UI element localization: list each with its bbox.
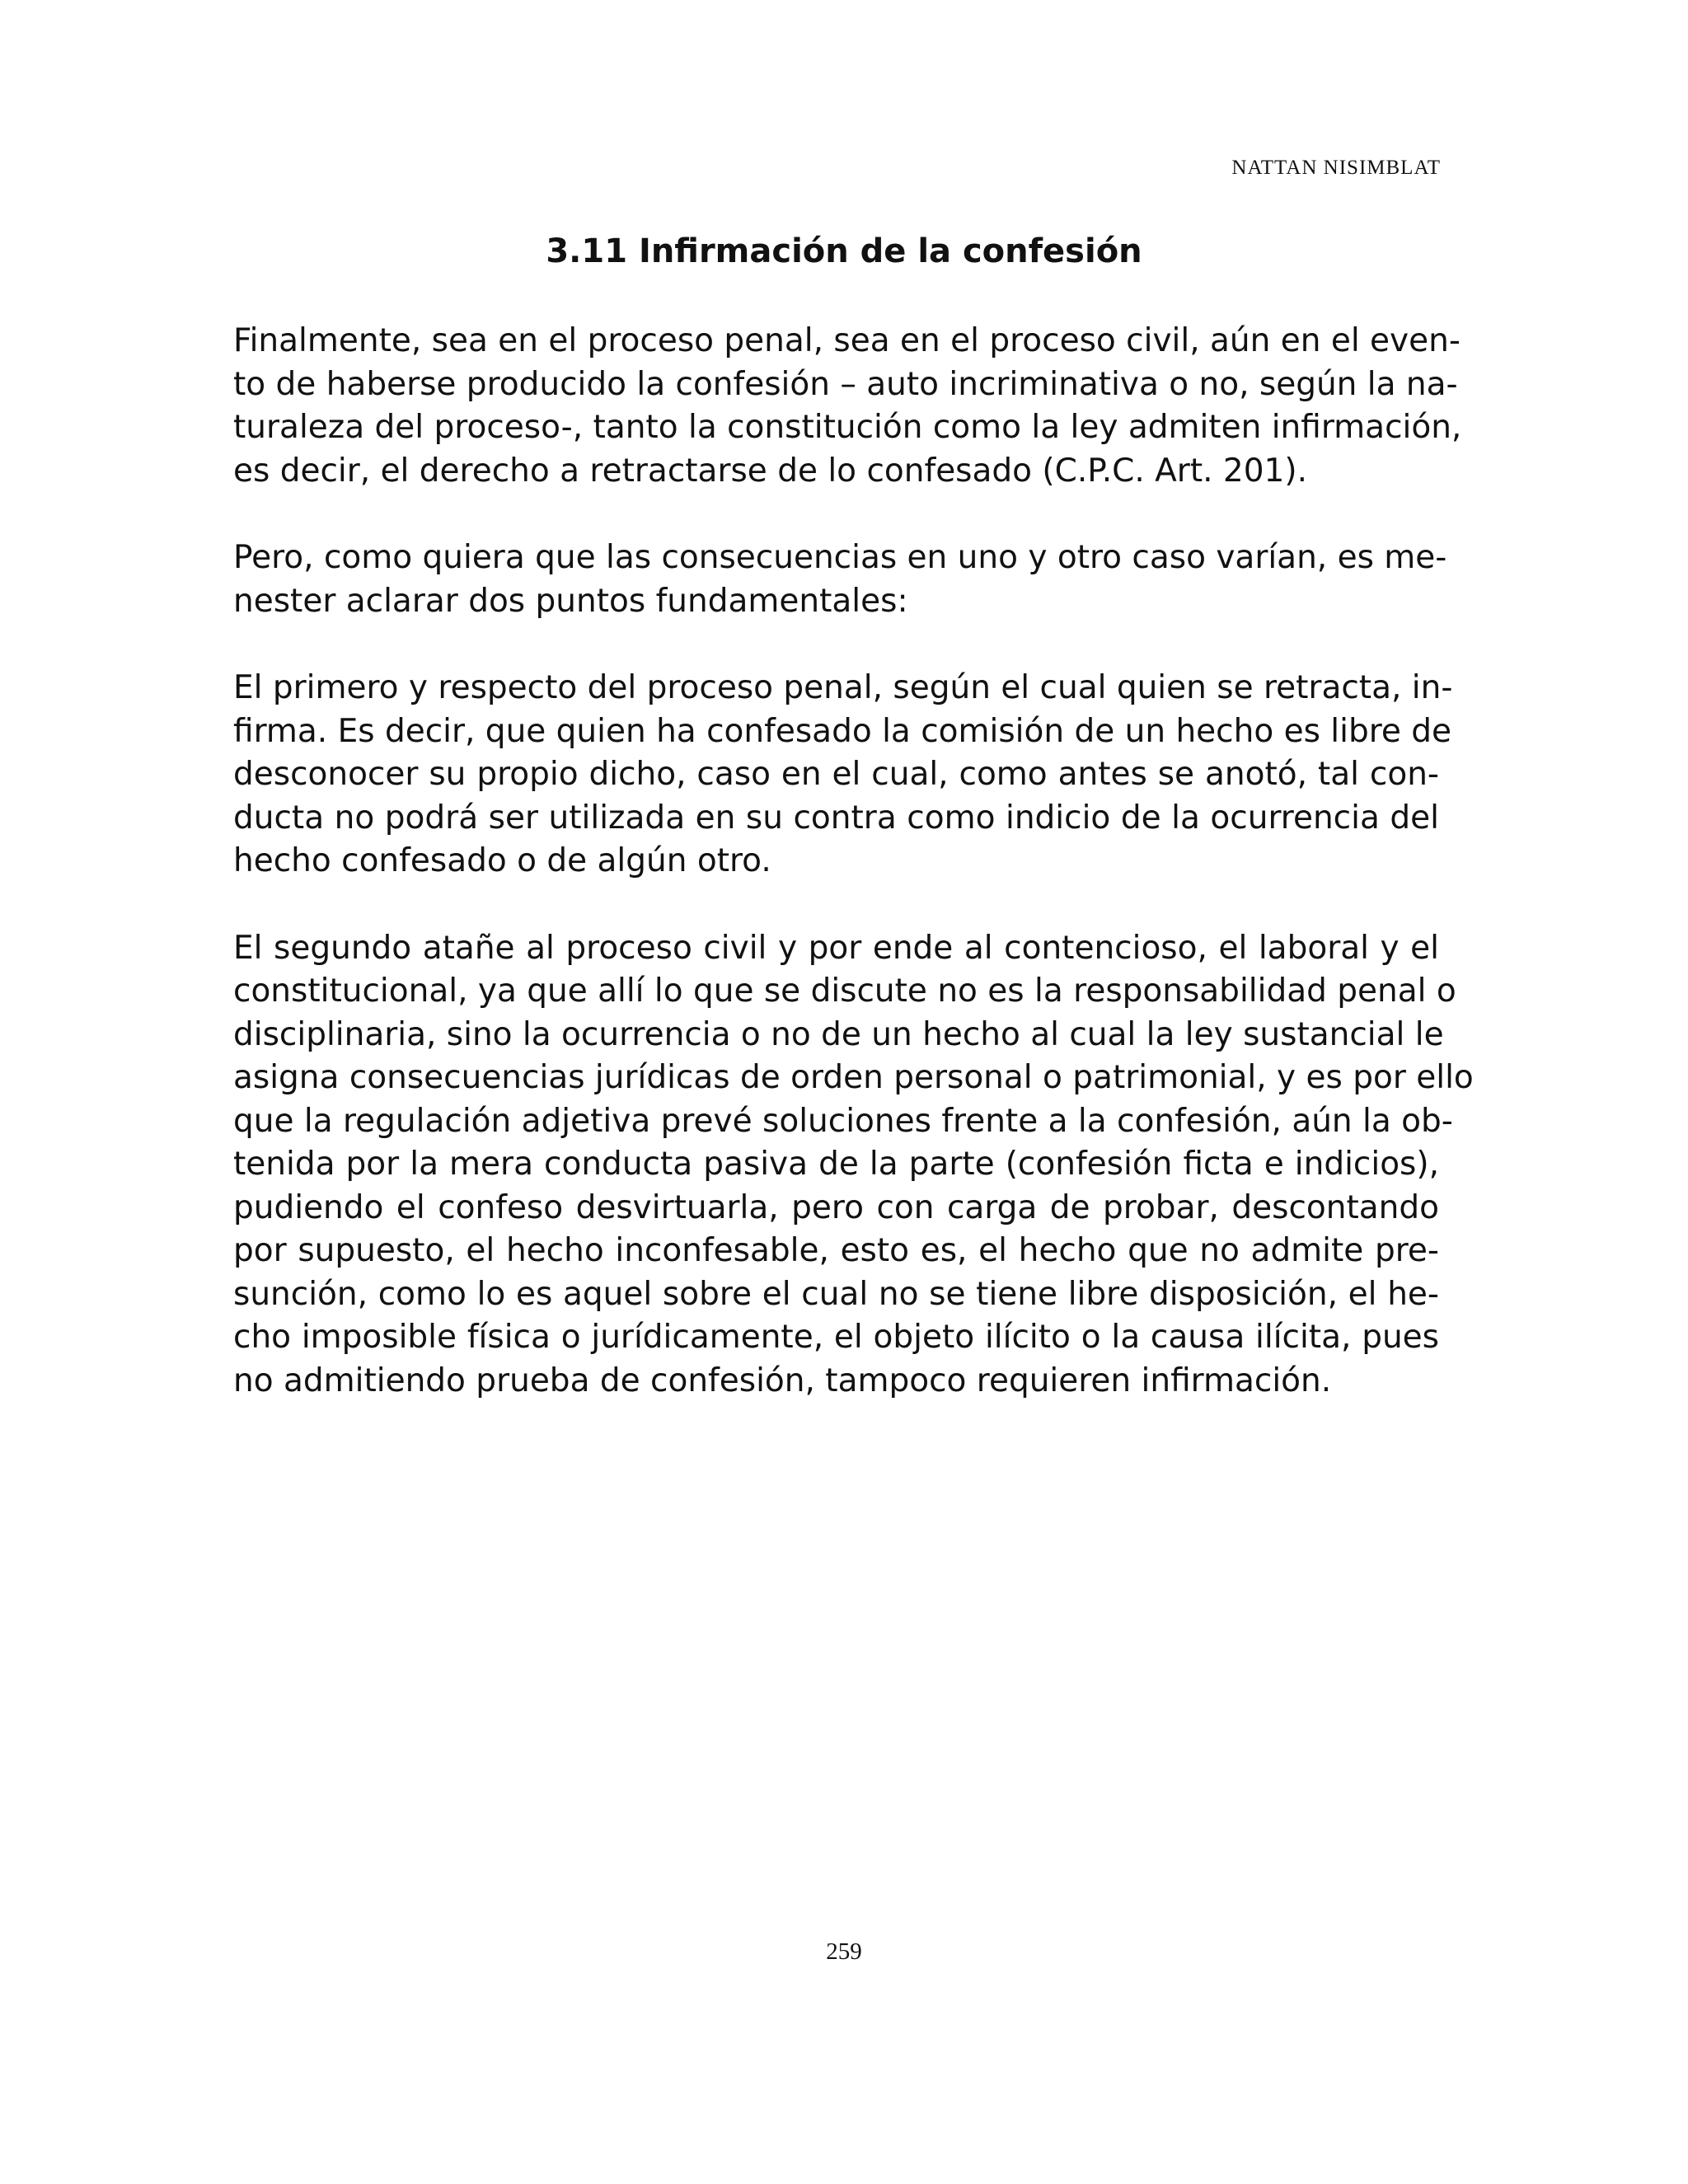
paragraph-line: tenida por la mera conducta pasiva de la parte (confesión ficta e indicios), <box>233 1146 1439 1183</box>
paragraph-1 <box>233 320 1462 493</box>
paragraph-line: es decir, el derecho a retractarse de lo confesado (C.P.C. Art. 201). <box>233 452 1307 490</box>
paragraph-line: no admitiendo prueba de confesión, tampoco requieren infirmación. <box>233 1361 1332 1399</box>
paragraph-line: ducta no podrá ser utilizada en su contra como indicio de la ocurrencia del <box>233 799 1439 837</box>
paragraph-4 <box>233 927 1474 1404</box>
paragraph-line: por supuesto, el hecho inconfesable, esto es, el hecho que no admite pre- <box>233 1232 1439 1269</box>
paragraph-line: disciplinaria, sino la ocurrencia o no de un hecho al cual la ley sustancial le <box>233 1015 1444 1053</box>
paragraph-line: turaleza del proceso-, tanto la constitución como la ley admiten infirmación, <box>233 409 1462 446</box>
paragraph-line: Pero, como quiera que las consecuencias en uno y otro caso varían, es me- <box>233 539 1447 576</box>
paragraph-3 <box>233 667 1453 883</box>
paragraph-line: Finalmente, sea en el proceso penal, sea en el proceso civil, aún en el even- <box>233 322 1461 359</box>
paragraph-line: desconocer su propio dicho, caso en el cual, como antes se anotó, tal con- <box>233 756 1439 793</box>
paragraph-line: sunción, como lo es aquel sobre el cual no se tiene libre disposición, el he- <box>233 1275 1439 1313</box>
paragraph-line: nester aclarar dos puntos fundamentales: <box>233 582 908 620</box>
paragraph-line: hecho confesado o de algún otro. <box>233 842 771 879</box>
paragraph-line: cho imposible física o jurídicamente, el objeto ilícito o la causa ilícita, pues <box>233 1319 1439 1356</box>
paragraph-2 <box>233 537 1447 623</box>
paragraph-line: El segundo atañe al proceso civil y por ende al contencioso, el laboral y el <box>233 929 1439 967</box>
paragraph-line: El primero y respecto del proceso penal, según el cual quien se retracta, in- <box>233 669 1453 706</box>
section-title: 3.11 Infirmación de la confesión <box>546 232 1142 270</box>
paragraph-line: to de haberse producido la confesión – auto incriminativa o no, según la na- <box>233 365 1458 403</box>
paragraph-line: asigna consecuencias jurídicas de orden personal o patrimonial, y es por ello <box>233 1059 1474 1096</box>
body-text <box>233 320 1474 1446</box>
paragraph-line: pudiendo el confeso desvirtuarla, pero con carga de probar, descontando <box>233 1188 1439 1226</box>
paragraph-line: constitucional, ya que allí lo que se discute no es la responsabilidad penal o <box>233 972 1456 1010</box>
running-header-author: NATTAN NISIMBLAT <box>1231 157 1441 179</box>
page-number: 259 <box>826 1938 862 1965</box>
paragraph-line: que la regulación adjetiva prevé soluciones frente a la confesión, aún la ob- <box>233 1102 1453 1140</box>
paragraph-line: firma. Es decir, que quien ha confesado la comisión de un hecho es libre de <box>233 712 1452 750</box>
